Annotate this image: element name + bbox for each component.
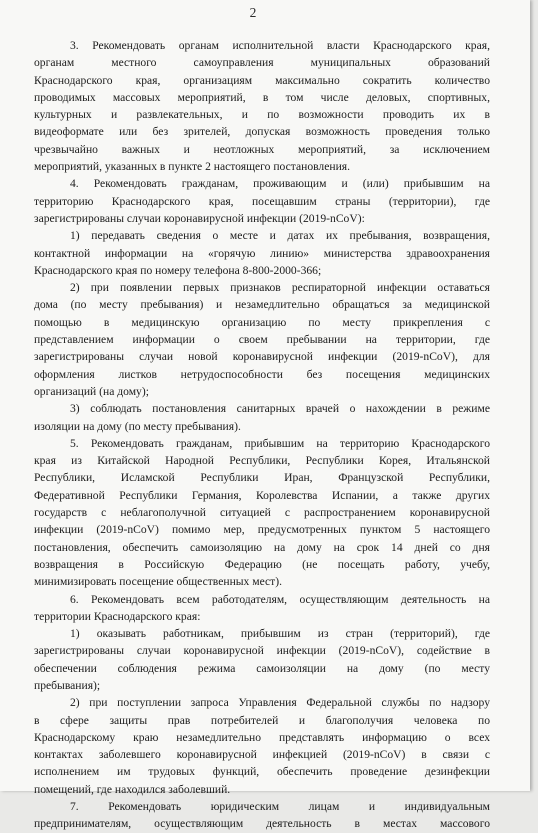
- text-line: территории Краснодарского края:: [34, 609, 201, 623]
- text-line: Краснодарского края по номеру телефона 8-800-2000-366;: [34, 263, 322, 277]
- text-line: зарегистрированы случаи новой коронавирусной инфекции (2019-nCoV), для: [34, 350, 490, 364]
- text-line: края из Китайской Народной Республики, Республики Корея, Итальянской: [34, 454, 490, 468]
- text-line: 1) оказывать работникам, прибывшим из стран (территорий), где: [70, 627, 490, 641]
- text-line: помощью в медицинскую организацию по месту прикрепления с: [34, 315, 490, 329]
- text-line: пребывания);: [34, 678, 101, 692]
- text-line: мероприятий, указанных в пункте 2 настоящего постановления.: [34, 160, 351, 174]
- text-line: дома (по месту пребывания) и незамедлительно обращаться за медицинской: [34, 298, 490, 312]
- text-line: контактной информации на «горячую линию» министерства здравоохранения: [34, 246, 490, 260]
- text-line: зарегистрированы случаи коронавирусной инфекции (2019-nCoV):: [34, 211, 365, 225]
- text-line: контактах заболевшего коронавирусной инфекцией (2019-nCoV) в связи с: [34, 748, 490, 762]
- text-line: Краснодарскому краю незамедлительно представлять информацию о всех: [34, 730, 490, 744]
- text-line: 3) соблюдать постановления санитарных врачей о нахождении в режиме: [70, 402, 490, 416]
- text-line: Краснодарского края, организациям максимально сократить количество: [34, 73, 490, 87]
- paragraph-p7: [34, 798, 490, 833]
- text-line: 3. Рекомендовать органам исполнительной власти Краснодарского края,: [70, 39, 490, 52]
- paragraph-p4-3: [34, 400, 490, 435]
- text-line: органам местного самоуправления муниципальных образований: [34, 56, 490, 70]
- text-line: государств с неблагополучной ситуацией с распространением коронавирусной: [34, 506, 490, 520]
- text-line: территорию Краснодарского края, посещавшим страны (территории), где: [34, 194, 490, 208]
- text-line: Федеративной Республики Германия, Королевства Испании, а также других: [34, 488, 490, 502]
- paragraph-p6-2: [34, 694, 490, 798]
- text-line: чрезвычайно важных и неотложных мероприятий, за исключением: [34, 142, 490, 156]
- paragraph-p6-1: [34, 625, 490, 694]
- text-line: 7. Рекомендовать юридическим лицам и индивидуальным: [70, 800, 490, 814]
- paragraph-p6: [34, 591, 490, 626]
- document-body: [34, 37, 490, 833]
- page-number: 2: [249, 5, 257, 20]
- text-line: изоляции на дому (по месту пребывания).: [34, 419, 241, 433]
- paragraph-p4: [34, 175, 490, 227]
- text-line: возвращения в Российскую Федерацию (не посещать работу, учебу,: [34, 557, 490, 571]
- text-line: Республики, Исламской Республики Иран, Французской Республики,: [34, 471, 490, 485]
- text-line: предпринимателям, осуществляющим деятельность в местах массового: [34, 817, 490, 831]
- text-line: зарегистрированы случаи коронавирусной инфекции (2019-nCoV), содействие в: [34, 644, 490, 658]
- text-line: 6. Рекомендовать всем работодателям, осуществляющим деятельность на: [70, 592, 490, 606]
- text-line: инфекции (2019-nCoV) помимо мер, предусмотренных пунктом 5 настоящего: [34, 523, 490, 537]
- text-line: минимизировать посещение общественных мест).: [34, 575, 282, 589]
- paragraph-p5: [34, 435, 490, 591]
- paragraph-p3: [34, 37, 490, 175]
- text-line: исполнением им трудовых функций, обеспечить проведение дезинфекции: [34, 765, 490, 779]
- text-line: культурных и развлекательных, и по возможности проводить их в: [34, 108, 490, 122]
- paragraph-p4-1: [34, 227, 490, 279]
- text-line: проводимых массовых мероприятий, в том числе деловых, спортивных,: [34, 90, 490, 104]
- text-line: представлением информации о своем пребывании на территории, где: [34, 333, 490, 347]
- text-line: 5. Рекомендовать гражданам, прибывшим на территорию Краснодарского: [70, 436, 490, 450]
- text-line: помещений, где находился заболевший.: [34, 782, 231, 796]
- text-line: в сфере защиты прав потребителей и благополучия человека по: [34, 713, 490, 727]
- text-line: 2) при поступлении запроса Управления Федеральной службы по надзору: [70, 696, 490, 710]
- text-line: обеспечении соблюдения режима самоизоляции на дому (по месту: [34, 661, 490, 675]
- text-line: организаций (на дому);: [34, 384, 149, 398]
- text-line: 1) передавать сведения о месте и датах их пребывания, возвращения,: [70, 229, 490, 243]
- paragraph-p4-2: [34, 279, 490, 400]
- text-line: видеоформате или без зрителей, допуская возможность проведения только: [34, 125, 490, 139]
- text-line: постановления, обеспечить самоизоляцию на дому на срок 14 дней со дня: [34, 540, 490, 554]
- text-line: оформления листков нетрудоспособности без посещения медицинских: [34, 367, 490, 381]
- text-line: 4. Рекомендовать гражданам, проживающим и (или) прибывшим на: [70, 177, 490, 191]
- text-line: 2) при появлении первых признаков респираторной инфекции оставаться: [70, 281, 490, 295]
